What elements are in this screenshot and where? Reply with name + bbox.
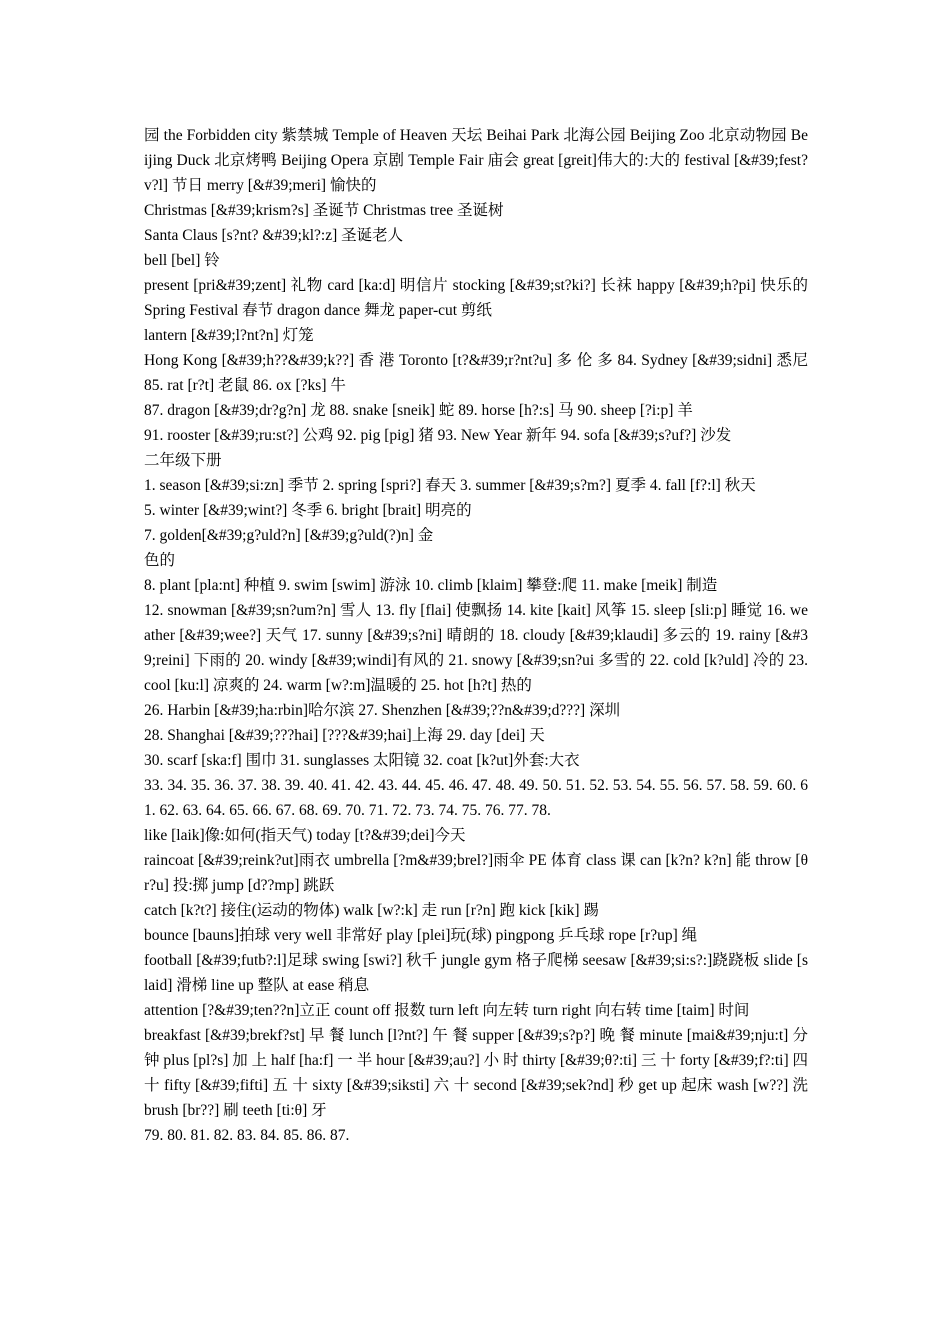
text-paragraph: attention [?&#39;ten??n]立正 count off 报数 turn left 向左转 turn right 向右转 time [taim] 时间 bbox=[144, 1002, 750, 1019]
text-paragraph: bounce [bauns]拍球 very well 非常好 play [plei]玩(球) pingpong 乒乓球 rope [r?up] 绳 bbox=[144, 927, 698, 944]
text-paragraph: 26. Harbin [&#39;ha:rbin]哈尔滨 27. Shenzhen [&#39;??n&#39;d???] 深圳 bbox=[144, 702, 621, 719]
text-paragraph: 28. Shanghai [&#39;???hai] [???&#39;hai]上海 29. day [dei] 天 bbox=[144, 727, 545, 744]
text-paragraph: 91. rooster [&#39;ru:st?] 公鸡 92. pig [pig] 猪 93. New Year 新年 94. sofa [&#39;s?uf?] 沙发 bbox=[144, 427, 732, 444]
text-paragraph: Christmas [&#39;krism?s] 圣诞节 Christmas tree 圣诞树 bbox=[144, 202, 504, 219]
text-paragraph: bell [bel] 铃 bbox=[144, 252, 220, 269]
text-paragraph: like [laik]像:如何(指天气) today [t?&#39;dei]今天 bbox=[144, 827, 466, 844]
text-paragraph: 色的 bbox=[144, 552, 176, 569]
text-paragraph: Hong Kong [&#39;h??&#39;k??] 香 港 Toronto [t?&#39;r?nt?u] 多 伦 多 84. Sydney [&#39;sidni] 悉尼 85. rat [r?t] 老鼠 86. ox [?ks] 牛 bbox=[144, 352, 808, 394]
number-list: 33. 34. 35. 36. 37. 38. 39. 40. 41. 42. 43. 44. 45. 46. 47. 48. 49. 50. 51. 52. 53. 54. 55. 56. 57. 58. 59. 60. 61. 62. 63. 64. 65. 66. 67. 68. 69. 70. 71. 72. 73. 74. 75. 76. 77. 78. bbox=[144, 777, 808, 819]
text-paragraph: 1. season [&#39;si:zn] 季节 2. spring [spri?] 春天 3. summer [&#39;s?m?] 夏季 4. fall [f?:l] 秋天 bbox=[144, 477, 756, 494]
text-paragraph: raincoat [&#39;reink?ut]雨衣 umbrella [?m&#39;brel?]雨伞 PE 体育 class 课 can [k?n? k?n] 能 throw [θr?u] 投:掷 jump [d??mp] 跳跃 bbox=[144, 852, 808, 894]
text-paragraph: 5. winter [&#39;wint?] 冬季 6. bright [brait] 明亮的 bbox=[144, 502, 472, 519]
text-paragraph: present [pri&#39;zent] 礼物 card [ka:d] 明信片 stocking [&#39;st?ki?] 长袜 happy [&#39;h?pi] 快乐的 Spring Festival 春节 dragon dance 舞龙 paper-cut 剪纸 bbox=[144, 277, 808, 319]
text-paragraph: catch [k?t?] 接住(运动的物体) walk [w?:k] 走 run [r?n] 跑 kick [kik] 踢 bbox=[144, 902, 599, 919]
document-body bbox=[144, 123, 808, 1148]
text-paragraph: Santa Claus [s?nt? &#39;kl?:z] 圣诞老人 bbox=[144, 227, 404, 244]
text-paragraph: breakfast [&#39;brekf?st] 早 餐 lunch [l?nt?] 午 餐 supper [&#39;s?p?] 晚 餐 minute [mai&#39;nju:t] 分 钟 plus [pl?s] 加 上 half [ha:f] 一 半 hour [&#39;au?] 小 时 thirty [&#39;θ?:ti] 三 十 forty [&#39;f?:ti] 四 十 fifty [&#39;fifti] 五 十 sixty [&#39;siksti] 六 十 second [&#39;sek?nd] 秒 get up 起床 wash [w??] 洗 brush [br??] 刷 teeth [ti:θ] 牙 bbox=[144, 1027, 808, 1119]
section-heading: 二年级下册 bbox=[144, 452, 222, 469]
text-paragraph: 7. golden[&#39;g?uld?n] [&#39;g?uld(?)n] 金 bbox=[144, 527, 434, 544]
text-paragraph: 30. scarf [ska:f] 围巾 31. sunglasses 太阳镜 32. coat [k?ut]外套:大衣 bbox=[144, 752, 580, 769]
text-paragraph: football [&#39;futb?:l]足球 swing [swi?] 秋千 jungle gym 格子爬梯 seesaw [&#39;si:s?:]跷跷板 slide [slaid] 滑梯 line up 整队 at ease 稍息 bbox=[144, 952, 808, 994]
text-paragraph: 园 the Forbidden city 紫禁城 Temple of Heaven 天坛 Beihai Park 北海公园 Beijing Zoo 北京动物园 Beijing Duck 北京烤鸭 Beijing Opera 京剧 Temple Fair 庙会 great [greit]伟大的:大的 festival [&#39;fest?v?l] 节日 merry [&#39;meri] 愉快的 bbox=[144, 127, 808, 194]
number-list: 79. 80. 81. 82. 83. 84. 85. 86. 87. bbox=[144, 1127, 350, 1144]
text-paragraph: 8. plant [pla:nt] 种植 9. swim [swim] 游泳 10. climb [klaim] 攀登:爬 11. make [meik] 制造 bbox=[144, 577, 718, 594]
text-paragraph: 12. snowman [&#39;sn?um?n] 雪人 13. fly [flai] 使飘扬 14. kite [kait] 风筝 15. sleep [sli:p] 睡觉 16. weather [&#39;wee?] 天气 17. sunny [&#39;s?ni] 晴朗的 18. cloudy [&#39;klaudi] 多云的 19. rainy [&#39;reini] 下雨的 20. windy [&#39;windi]有风的 21. snowy [&#39;sn?ui 多雪的 22. cold [k?uld] 冷的 23. cool [ku:l] 凉爽的 24. warm [w?:m]温暖的 25. hot [h?t] 热的 bbox=[144, 602, 808, 694]
text-paragraph: 87. dragon [&#39;dr?g?n] 龙 88. snake [sneik] 蛇 89. horse [h?:s] 马 90. sheep [?i:p] 羊 bbox=[144, 402, 693, 419]
text-paragraph: lantern [&#39;l?nt?n] 灯笼 bbox=[144, 327, 314, 344]
